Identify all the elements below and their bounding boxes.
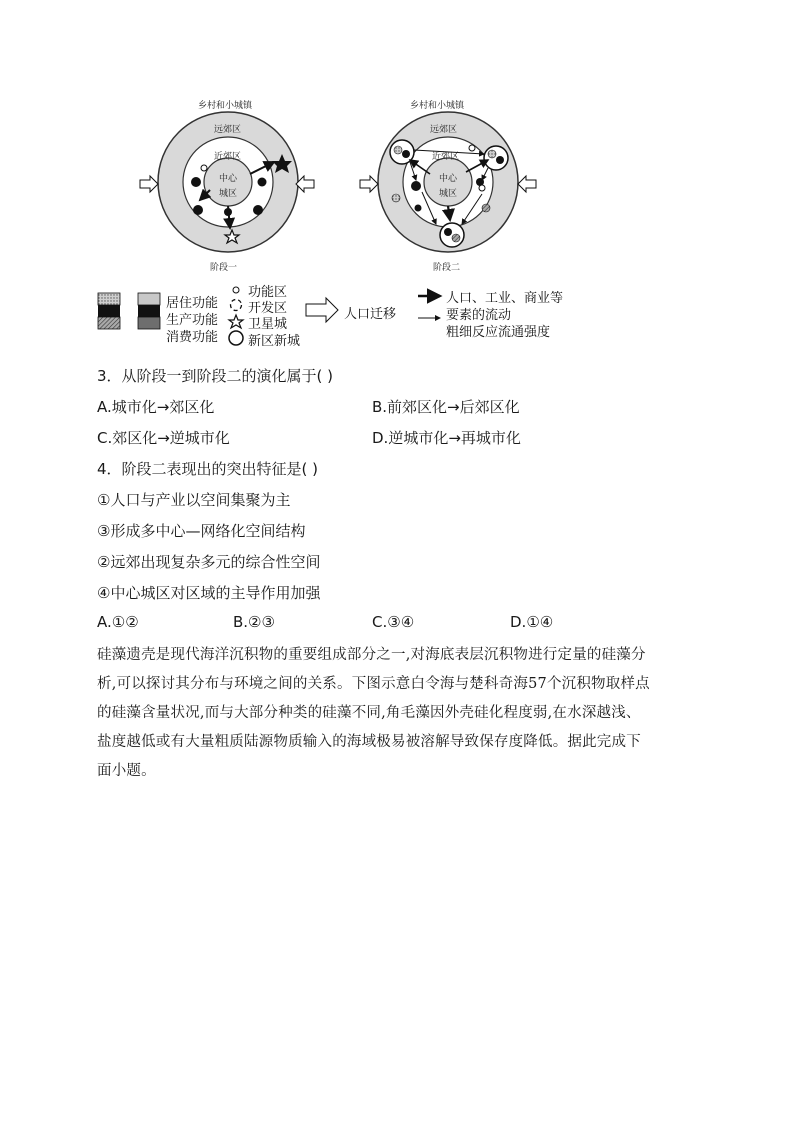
- q4-item: ④中心城区对区域的主导作用加强: [97, 584, 321, 602]
- q3-option-d[interactable]: D.逆城市化→再城市化: [372, 429, 521, 447]
- q4-item: ①人口与产业以空间集聚为主: [97, 491, 291, 509]
- legend-flow-3: 粗细反应流通强度: [446, 325, 551, 340]
- stage1-caption: 阶段一: [210, 263, 238, 273]
- legend-residential: 居住功能: [166, 296, 219, 311]
- stage2-center-label-1: 中心: [439, 174, 458, 184]
- legend-dev-zone: 开发区: [248, 301, 288, 316]
- urban-evolution-figure: [92, 90, 592, 350]
- stage2-caption: 阶段二: [433, 263, 461, 273]
- q3-option-b[interactable]: B.前郊区化→后郊区化: [372, 398, 520, 416]
- passage-line: 析,可以探讨其分布与环境之间的关系。下图示意白令海与楚科奇海57个沉积物取样点: [97, 676, 650, 692]
- stage1-ring-outer-label: 远郊区: [214, 125, 242, 135]
- q4-item: ③形成多中心—网络化空间结构: [97, 522, 306, 540]
- legend-migration: 人口迁移: [344, 307, 397, 322]
- q4-option-b[interactable]: B.②③: [233, 613, 275, 631]
- legend-flow-1: 人口、工业、商业等: [446, 291, 564, 306]
- legend-satellite: 卫星城: [248, 317, 288, 332]
- passage-line: 的硅藻含量状况,而与大部分种类的硅藻不同,角毛藻因外壳硅化程度弱,在水深越浅、: [97, 705, 641, 721]
- stage1-center-label-2: 城区: [219, 189, 238, 199]
- stage1-center-label-1: 中心: [219, 174, 238, 184]
- passage-line: 面小题。: [97, 763, 156, 779]
- q4-option-a[interactable]: A.①②: [97, 613, 139, 631]
- q4-stem: 4．阶段二表现出的突出特征是( ): [97, 460, 319, 478]
- stage2-center-label-2: 城区: [439, 189, 458, 199]
- passage: [97, 641, 707, 786]
- passage-line: 硅藻遗壳是现代海洋沉积物的重要组成部分之一,对海底表层沉积物进行定量的硅藻分: [97, 647, 646, 663]
- stage1-outer-label: 乡村和小城镇: [198, 101, 253, 111]
- q4-option-c[interactable]: C.③④: [372, 613, 415, 631]
- stage1-ring-inner-label: 近郊区: [214, 152, 242, 162]
- legend-consumption: 消费功能: [166, 330, 219, 345]
- q3-option-c[interactable]: C.郊区化→逆城市化: [97, 429, 230, 447]
- stage2-ring-outer-label: 远郊区: [430, 125, 458, 135]
- q3-stem: 3．从阶段一到阶段二的演化属于( ): [97, 367, 334, 385]
- passage-line: 盐度越低或有大量粗质陆源物质输入的海域极易被溶解导致保存度降低。据此完成下: [97, 734, 641, 750]
- stage2-outer-label: 乡村和小城镇: [410, 101, 465, 111]
- legend-production: 生产功能: [166, 313, 219, 328]
- legend-new-town: 新区新城: [248, 334, 301, 349]
- stage2-ring-inner-label: 近郊区: [432, 152, 460, 162]
- legend-function-zone: 功能区: [248, 285, 288, 300]
- q4-item: ②远郊出现复杂多元的综合性空间: [97, 553, 321, 571]
- q3-option-a[interactable]: A.城市化→郊区化: [97, 398, 215, 416]
- legend-flow-2: 要素的流动: [446, 308, 512, 323]
- q4-option-d[interactable]: D.①④: [510, 613, 554, 631]
